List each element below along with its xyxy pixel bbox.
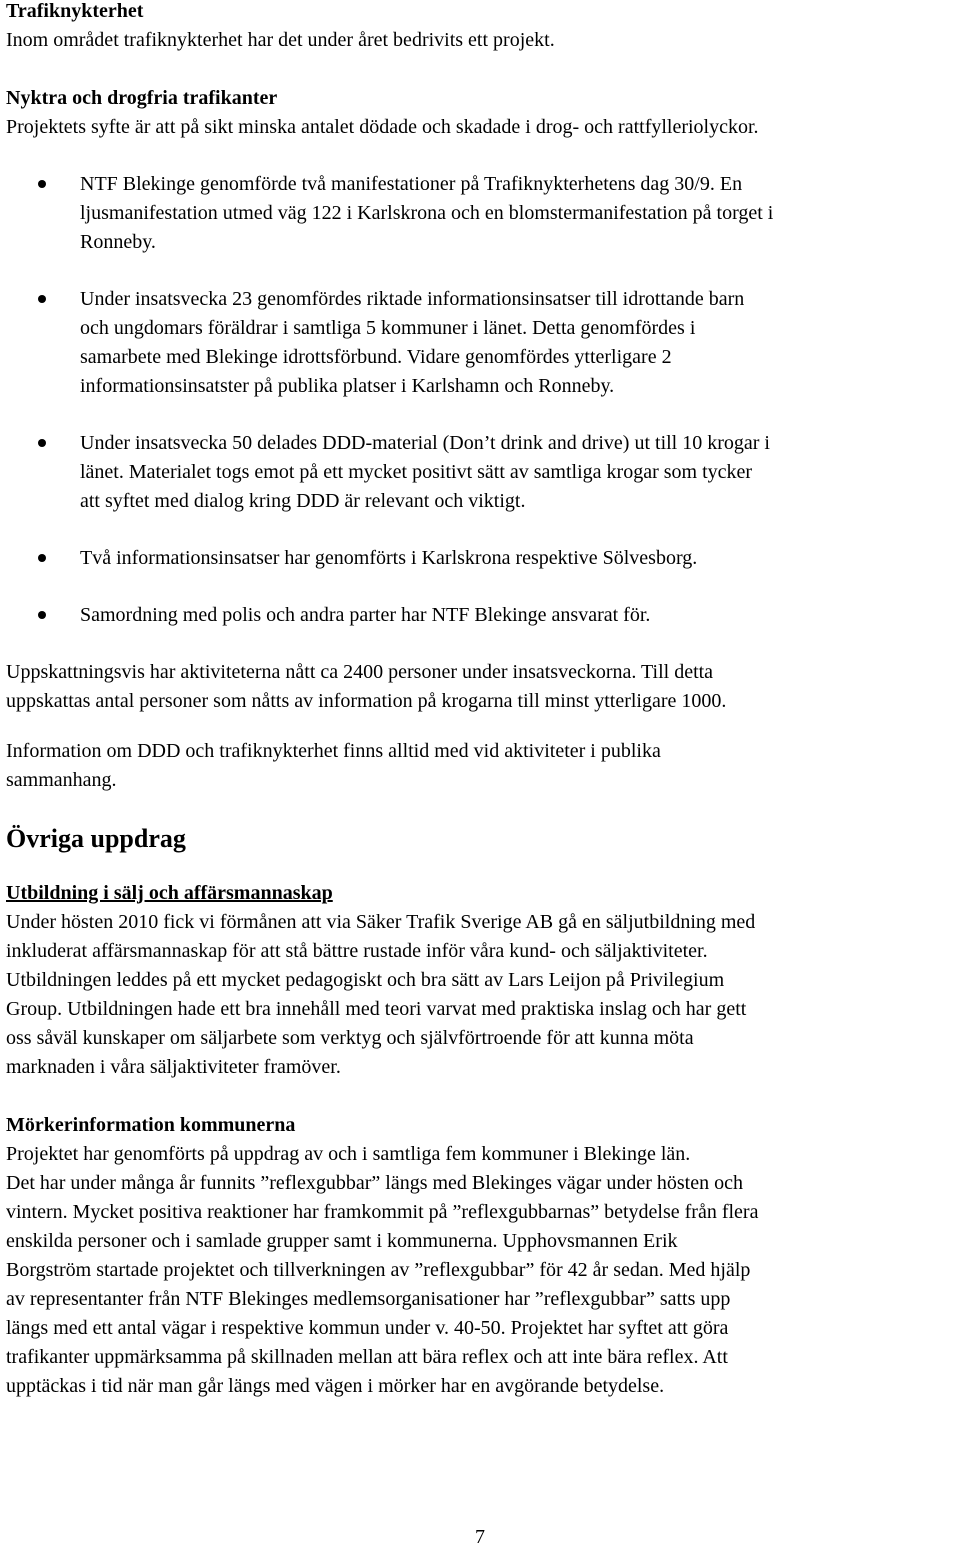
list-item-line: Under insatsvecka 23 genomfördes riktade informationsinsatser till idrottande barn bbox=[80, 288, 745, 310]
paragraph-line: oss såväl kunskaper om säljarbete som verktyg och självförtroende för att kunna möta bbox=[6, 1027, 694, 1049]
page-number: 7 bbox=[475, 1526, 485, 1548]
paragraph-utbildning bbox=[6, 908, 956, 1082]
list-item bbox=[6, 170, 956, 257]
bullet-icon bbox=[38, 295, 46, 303]
paragraph-line: Information om DDD och trafiknykterhet finns alltid med vid aktiviteter i publika bbox=[6, 740, 661, 762]
list-item bbox=[6, 544, 956, 573]
paragraph-line: sammanhang. bbox=[6, 769, 117, 791]
bullet-icon bbox=[38, 180, 46, 188]
section-intro-nyktra: Projektets syfte är att på sikt minska antalet dödade och skadade i drog- och rattfylleriolyckor. bbox=[6, 116, 759, 138]
paragraph-ddd bbox=[6, 737, 956, 795]
section-title-trafiknykterhet: Trafiknykterhet bbox=[6, 0, 144, 22]
bullet-icon bbox=[38, 439, 46, 447]
list-item-line: samarbete med Blekinge idrottsförbund. Vidare genomfördes ytterligare 2 bbox=[80, 346, 672, 368]
list-item-line: informationsinsatster på publika platser i Karlshamn och Ronneby. bbox=[80, 375, 615, 397]
list-item-line: att syftet med dialog kring DDD är relevant och viktigt. bbox=[80, 490, 526, 512]
paragraph-line: av representanter från NTF Blekinges medlemsorganisationer har ”reflexgubbar” satts upp bbox=[6, 1288, 731, 1310]
list-item-line: Ronneby. bbox=[80, 231, 156, 253]
list-item-line: och ungdomars föräldrar i samtliga 5 kommuner i länet. Detta genomfördes i bbox=[80, 317, 696, 339]
paragraph-line: längs med ett antal vägar i respektive kommun under v. 40-50. Projektet har syftet att göra bbox=[6, 1317, 729, 1339]
paragraph-line: Group. Utbildningen hade ett bra innehåll med teori varvat med praktiska inslag och har gett bbox=[6, 998, 747, 1020]
heading-ovriga-uppdrag: Övriga uppdrag bbox=[6, 824, 186, 853]
bullet-list bbox=[6, 170, 956, 630]
section-title-nyktra: Nyktra och drogfria trafikanter bbox=[6, 87, 278, 109]
list-item-line: Under insatsvecka 50 delades DDD-material (Don’t drink and drive) ut till 10 krogar i bbox=[80, 432, 770, 454]
paragraph-line: enskilda personer och i samlade grupper samt i kommunerna. Upphovsmannen Erik bbox=[6, 1230, 678, 1252]
list-item bbox=[6, 601, 956, 630]
list-item-line: länet. Materialet togs emot på ett mycket positivt sätt av samtliga krogar som tycker bbox=[80, 461, 753, 483]
bullet-icon bbox=[38, 611, 46, 619]
paragraph-line: marknaden i våra säljaktiviteter framöver. bbox=[6, 1056, 341, 1078]
paragraph-line: Uppskattningsvis har aktiviteterna nått ca 2400 personer under insatsveckorna. Till detta bbox=[6, 661, 714, 683]
paragraph-line: Under hösten 2010 fick vi förmånen att via Säker Trafik Sverige AB gå en säljutbildning med bbox=[6, 911, 756, 933]
paragraph-line: Utbildningen leddes på ett mycket pedagogiskt och bra sätt av Lars Leijon på Privilegium bbox=[6, 969, 725, 991]
bullet-icon bbox=[38, 554, 46, 562]
list-item-line: Samordning med polis och andra parter har NTF Blekinge ansvarat för. bbox=[80, 604, 651, 626]
paragraph-line: trafikanter uppmärksamma på skillnaden mellan att bära reflex och att inte bära reflex. Att bbox=[6, 1346, 728, 1368]
paragraph-line: Det har under många år funnits ”reflexgubbar” längs med Blekinges vägar under hösten och bbox=[6, 1172, 743, 1194]
list-item-line: Två informationsinsatser har genomförts i Karlskrona respektive Sölvesborg. bbox=[80, 547, 698, 569]
list-item bbox=[6, 285, 956, 401]
paragraph-line: Borgström startade projektet och tillverkningen av ”reflexgubbar” för 42 år sedan. Med hjälp bbox=[6, 1259, 751, 1281]
subheading-utbildning: Utbildning i sälj och affärsmannaskap bbox=[6, 882, 333, 904]
list-item bbox=[6, 429, 956, 516]
list-item-line: ljusmanifestation utmed väg 122 i Karlskrona och en blomstermanifestation på torget i bbox=[80, 202, 774, 224]
paragraph-estimate bbox=[6, 658, 956, 716]
section-intro: Inom området trafiknykterhet har det under året bedrivits ett projekt. bbox=[6, 29, 555, 51]
paragraph-line: vintern. Mycket positiva reaktioner har framkommit på ”reflexgubbarnas” betydelse från flera bbox=[6, 1201, 759, 1223]
paragraph-line: upptäckas i tid när man går längs med vägen i mörker har en avgörande betydelse. bbox=[6, 1375, 665, 1397]
paragraph-morkerinformation bbox=[6, 1140, 956, 1401]
paragraph-line: Projektet har genomförts på uppdrag av och i samtliga fem kommuner i Blekinge län. bbox=[6, 1143, 691, 1165]
paragraph-line: inkluderat affärsmannaskap för att stå bättre rustade inför våra kund- och säljaktiviteter. bbox=[6, 940, 708, 962]
list-item-line: NTF Blekinge genomförde två manifestationer på Trafiknykterhetens dag 30/9. En bbox=[80, 173, 743, 195]
paragraph-line: uppskattas antal personer som nåtts av information på krogarna till minst ytterligare 1000. bbox=[6, 690, 727, 712]
subheading-morkerinformation: Mörkerinformation kommunerna bbox=[6, 1114, 296, 1136]
document-page bbox=[6, 0, 956, 1401]
